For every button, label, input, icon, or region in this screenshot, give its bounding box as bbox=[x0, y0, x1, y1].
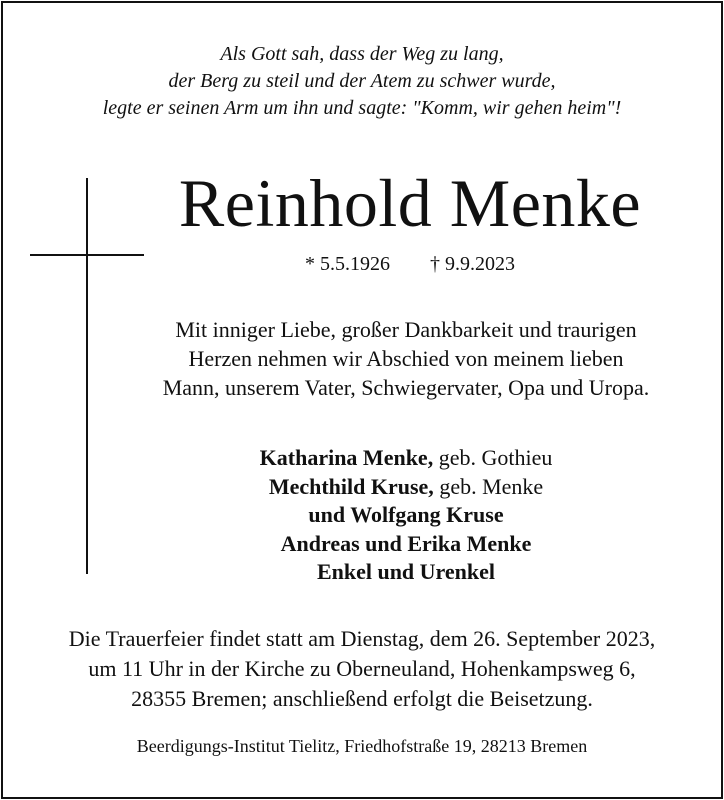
mourner-name: Andreas und Erika Menke bbox=[280, 530, 532, 556]
deceased-name: Reinhold Menke bbox=[178, 165, 642, 241]
cross-vertical-bar bbox=[86, 178, 88, 574]
mourner-name: Katharina Menke, bbox=[259, 445, 434, 470]
mourner-line bbox=[100, 530, 712, 559]
farewell-message bbox=[100, 315, 712, 402]
message-line: Mit inniger Liebe, großer Dankbarkeit und traurigen bbox=[175, 317, 637, 342]
mourner-name: Mechthild Kruse, bbox=[268, 473, 434, 499]
service-line: um 11 Uhr in der Kirche zu Oberneuland, Hohenkampsweg 6, bbox=[88, 656, 636, 681]
mourner-name: Enkel und Urenkel bbox=[316, 559, 496, 584]
poem-line: Als Gott sah, dass der Weg zu lang, bbox=[220, 43, 504, 65]
mourner-line bbox=[100, 444, 712, 473]
service-line: 28355 Bremen; anschließend erfolgt die Beisetzung. bbox=[131, 686, 593, 711]
service-line: Die Trauerfeier findet statt am Dienstag, dem 26. September 2023, bbox=[68, 626, 656, 651]
death-date: † 9.9.2023 bbox=[430, 253, 515, 275]
cross-horizontal-bar bbox=[30, 254, 144, 256]
mourner-line bbox=[100, 473, 712, 502]
funeral-service-info bbox=[0, 624, 724, 714]
poem-line: legte er seinen Arm um ihn und sagte: "Komm, wir gehen heim"! bbox=[102, 97, 622, 119]
funeral-home: Beerdigungs-Institut Tielitz, Friedhofstraße 19, 28213 Bremen bbox=[136, 736, 588, 756]
poem-line: der Berg zu steil und der Atem zu schwer wurde, bbox=[168, 70, 556, 92]
message-line: Mann, unserem Vater, Schwiegervater, Opa und Uropa. bbox=[162, 375, 650, 400]
mourner-note: geb. Gothieu bbox=[433, 445, 553, 470]
message-line: Herzen nehmen wir Abschied von meinem lieben bbox=[188, 346, 624, 371]
birth-date: * 5.5.1926 bbox=[305, 253, 390, 275]
life-dates bbox=[150, 251, 670, 277]
mourner-line bbox=[100, 558, 712, 587]
mourners-list bbox=[100, 444, 712, 587]
poem bbox=[0, 41, 724, 122]
mourner-line bbox=[100, 501, 712, 530]
mourner-name: und Wolfgang Kruse bbox=[308, 502, 504, 527]
mourner-note: geb. Menke bbox=[433, 473, 544, 499]
